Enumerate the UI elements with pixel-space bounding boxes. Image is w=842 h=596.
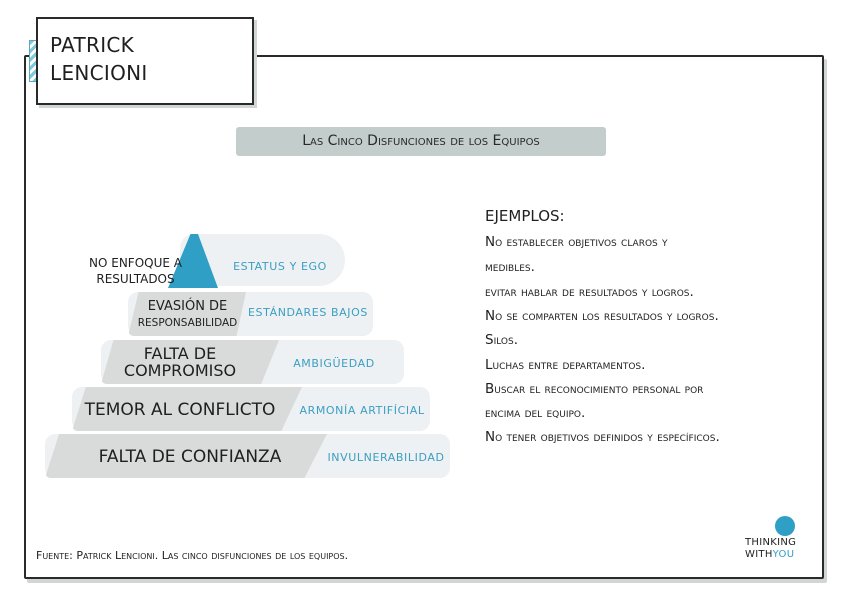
level-falta-de-compromiso-line2: COMPROMISO (123, 361, 237, 380)
example-item: No establecer objetivos claros y (485, 234, 668, 250)
level-no-enfoque-line2: RESULTADOS (96, 272, 175, 286)
level-temor-al-conflicto: TEMOR AL CONFLICTO (84, 400, 276, 420)
level-falta-de-compromiso (110, 345, 250, 379)
level-no-enfoque-line1: NO ENFOQUE A (89, 256, 182, 270)
author-first-name: PATRICK (50, 33, 135, 57)
author-tag (36, 17, 254, 105)
consequence-invulnerabilidad: INVULNERABILIDAD (327, 451, 445, 464)
consequence-estandares-bajos: ESTÁNDARES BAJOS (248, 306, 368, 319)
level-evasion-de-responsabilidad (130, 299, 245, 331)
level-evasion-line2: RESPONSABILIDAD (137, 317, 238, 329)
consequence-estatus-y-ego: ESTATUS Y EGO (233, 260, 327, 273)
example-item: encima del equipo. (485, 405, 586, 421)
example-item: Luchas entre departamentos. (485, 357, 646, 373)
logo-line-1: THINKING (745, 537, 797, 548)
level-no-enfoque-a-resultados (78, 255, 193, 287)
author-last-name: LENCIONI (50, 61, 148, 85)
logo-you: YOU (772, 549, 795, 560)
example-item: Silos. (485, 332, 519, 348)
level-falta-de-compromiso-line1: FALTA DE (143, 344, 217, 363)
examples-title: EJEMPLOS: (485, 207, 565, 225)
example-item: evitar hablar de resultados y logros. (485, 284, 694, 300)
example-item: No se comparten los resultados y logros. (485, 308, 719, 324)
example-item: No tener objetivos definidos y específicos. (485, 429, 720, 445)
level-evasion-line1: EVASIÓN DE (147, 299, 228, 314)
thinkingwithyou-logo-icon (775, 516, 795, 536)
example-item: medibles. (485, 259, 535, 275)
consequence-ambiguedad: AMBIGÜEDAD (293, 357, 375, 370)
diagram-title: Las Cinco Disfunciones de los Equipos (302, 133, 540, 149)
source-citation: Fuente: Patrick Lencioni. Las cinco disfunciones de los equipos. (36, 549, 349, 562)
logo-line-2 (745, 549, 794, 560)
logo-with: WITH (745, 549, 773, 560)
example-item: Buscar el reconocimiento personal por (485, 381, 704, 397)
level-falta-de-confianza: FALTA DE CONFIANZA (98, 447, 282, 467)
consequence-armonia-artificial: ARMONÍA ARTIFÍCIAL (299, 404, 425, 417)
